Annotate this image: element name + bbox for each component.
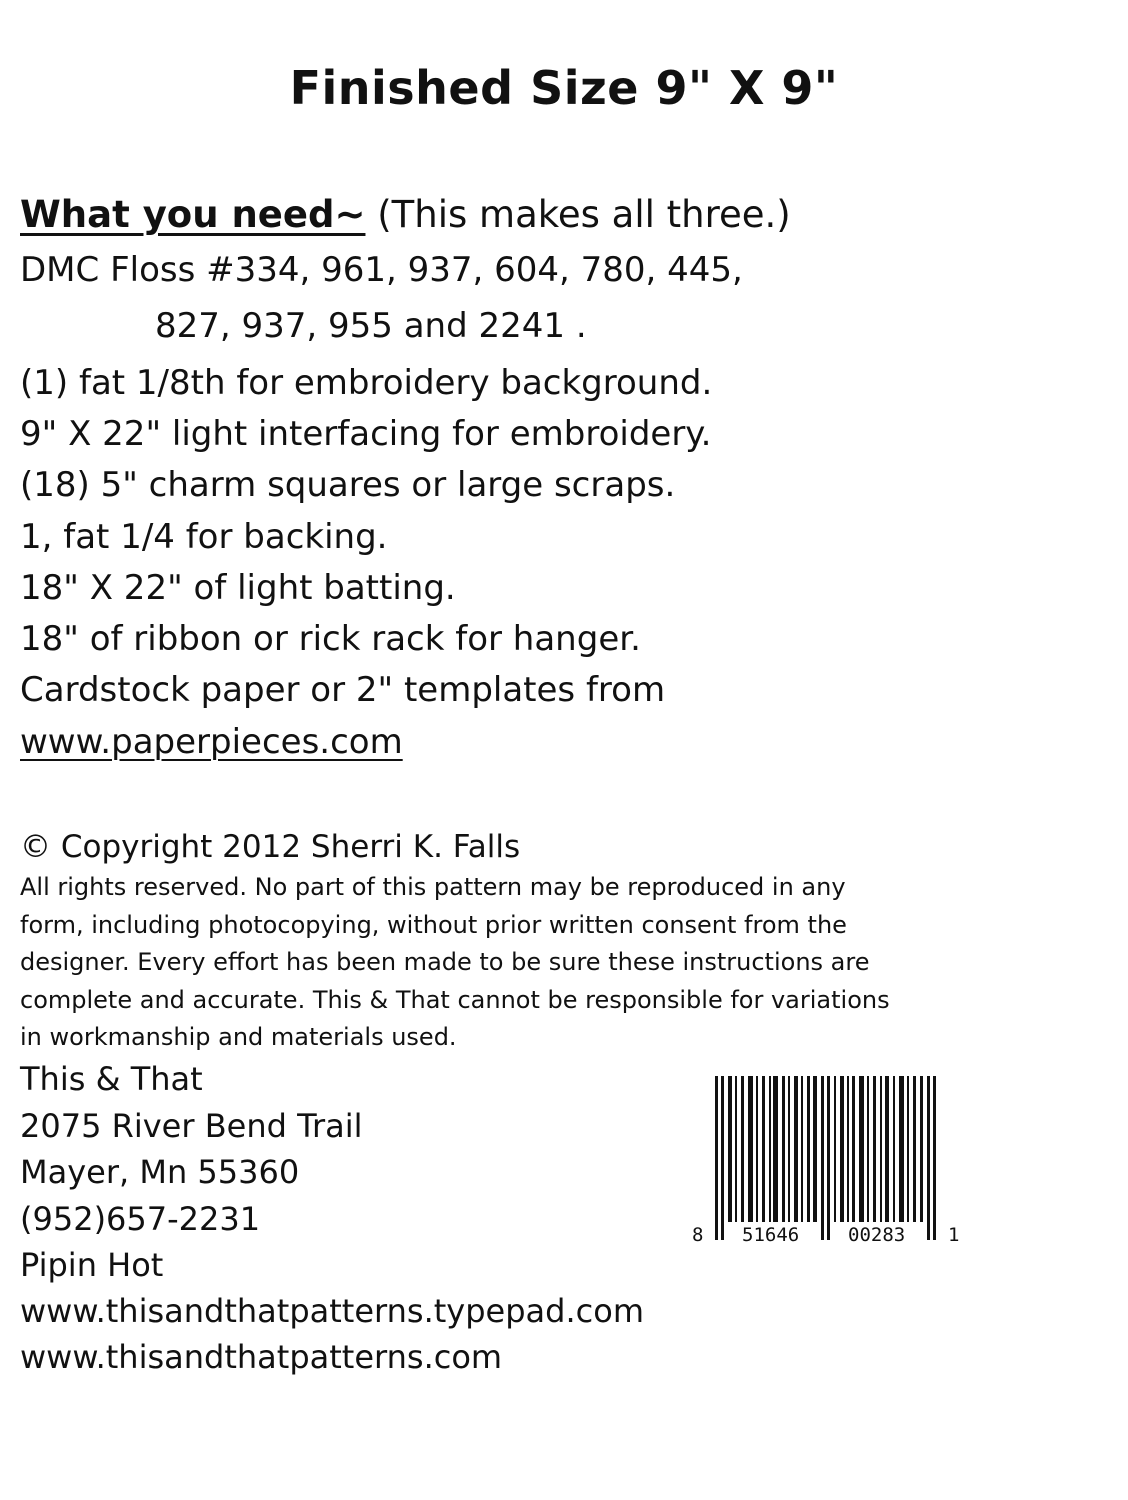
what-you-need-header xyxy=(20,187,791,243)
website-link[interactable]: www.thisandthatpatterns.com xyxy=(20,1338,503,1376)
barcode-number xyxy=(692,1222,967,1248)
materials-item: DMC Floss #334, 961, 937, 604, 780, 445, xyxy=(20,250,743,290)
materials-item: 18" X 22" of light batting. xyxy=(20,568,456,608)
what-you-need-heading: What you need~ xyxy=(20,193,366,236)
rights-line: designer. Every effort has been made to be sure these instructions are xyxy=(20,948,870,976)
materials-item: (18) 5" charm squares or large scraps. xyxy=(20,465,676,505)
materials-item: Cardstock paper or 2" templates from xyxy=(20,670,666,710)
makes-all-three-note: (This makes all three.) xyxy=(377,193,791,236)
city-state-zip: Mayer, Mn 55360 xyxy=(20,1153,300,1191)
paperpieces-link[interactable]: www.paperpieces.com xyxy=(20,722,403,762)
barcode-digit-last: 1 xyxy=(948,1224,960,1246)
materials-item: 18" of ribbon or rick rack for hanger. xyxy=(20,619,641,659)
street-address: 2075 River Bend Trail xyxy=(20,1107,363,1145)
materials-item: (1) fat 1/8th for embroidery background. xyxy=(20,363,713,403)
barcode-group-right: 00283 xyxy=(848,1224,906,1246)
pattern-name: Pipin Hot xyxy=(20,1246,164,1284)
rights-line: in workmanship and materials used. xyxy=(20,1023,457,1051)
barcode-group-left: 51646 xyxy=(742,1224,800,1246)
blog-link[interactable]: www.thisandthatpatterns.typepad.com xyxy=(20,1292,644,1330)
rights-line: form, including photocopying, without prior written consent from the xyxy=(20,910,847,939)
phone-number: (952)657-2231 xyxy=(20,1200,261,1238)
rights-line: All rights reserved. No part of this pattern may be reproduced in any xyxy=(20,873,846,901)
barcode-digit-first: 8 xyxy=(692,1224,704,1246)
rights-statement xyxy=(20,869,1000,1057)
materials-item: 1, fat 1/4 for backing. xyxy=(20,517,388,557)
barcode-icon xyxy=(715,1076,941,1222)
rights-line: complete and accurate. This & That cannot be responsible for variations xyxy=(20,985,890,1014)
copyright-notice: © Copyright 2012 Sherri K. Falls xyxy=(20,829,521,865)
company-name: This & That xyxy=(20,1060,203,1098)
materials-item: 9" X 22" light interfacing for embroidery. xyxy=(20,414,712,454)
materials-item: 827, 937, 955 and 2241 . xyxy=(155,306,587,346)
finished-size-title: Finished Size 9" X 9" xyxy=(289,61,839,115)
